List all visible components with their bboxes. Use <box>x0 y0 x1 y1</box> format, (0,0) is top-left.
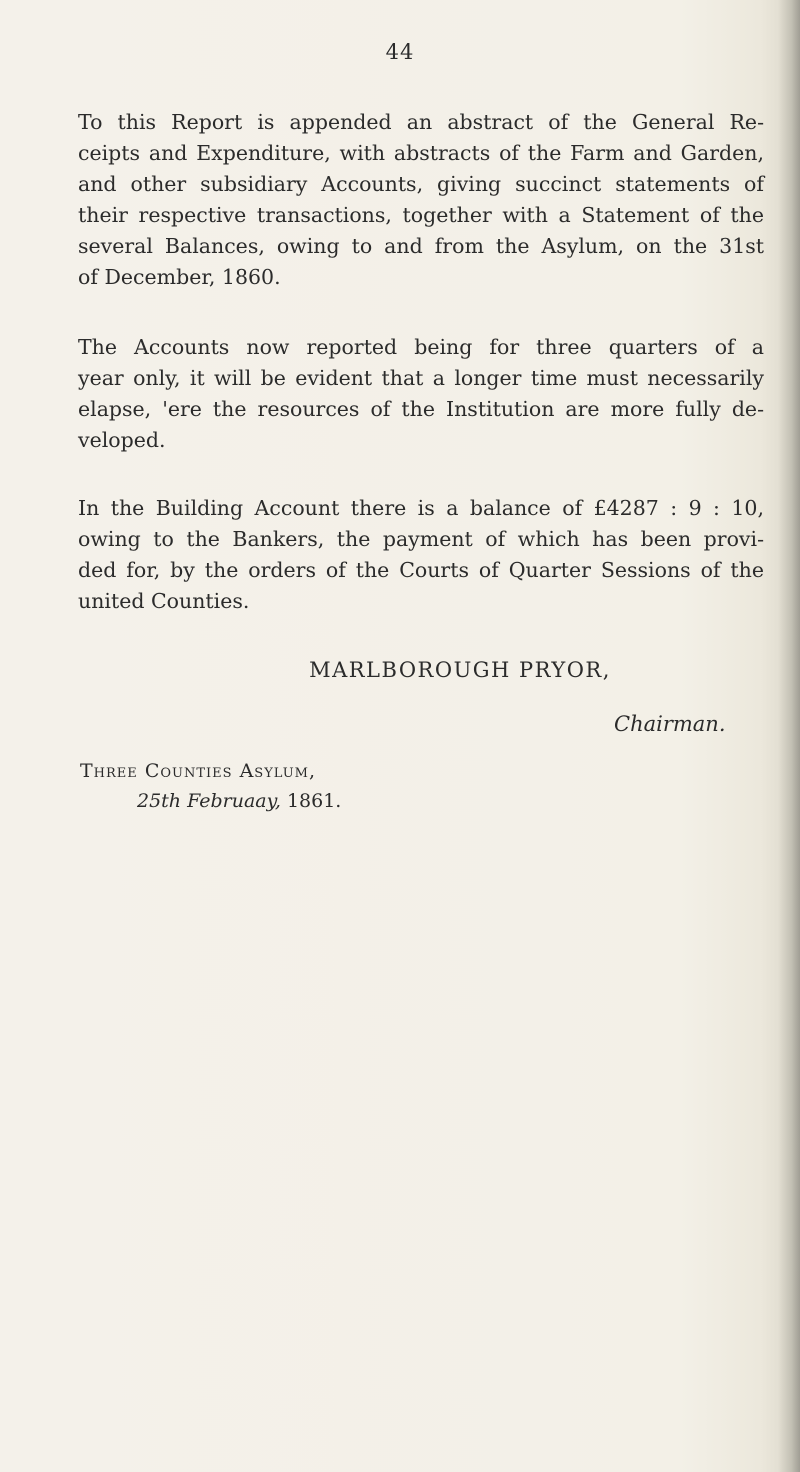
paragraph-accounts-period <box>78 332 764 456</box>
paragraph-line: their respective transactions, together with a Statement of the <box>78 203 764 227</box>
paragraph-line: several Balances, owing to and from the Asylum, on the 31st <box>78 234 764 258</box>
signature-name: MARLBOROUGH PRYOR, <box>309 658 611 682</box>
dateline-month: Februaay, <box>187 790 281 812</box>
dateline-place: Three Counties Asylum, <box>80 760 317 782</box>
paragraph-line: of December, 1860. <box>78 265 281 289</box>
paragraph-line: In the Building Account there is a balance of £4287 : 9 : 10, <box>78 496 764 520</box>
paragraph-line: The Accounts now reported being for three quarters of a <box>78 335 764 359</box>
signature-title: Chairman. <box>614 712 726 736</box>
paragraph-line: To this Report is appended an abstract of the General Re- <box>78 110 764 134</box>
paragraph-line: elapse, 'ere the resources of the Institution are more fully de- <box>78 397 764 421</box>
paragraph-line: and other subsidiary Accounts, giving succinct statements of <box>78 172 764 196</box>
paragraph-line: ceipts and Expenditure, with abstracts of the Farm and Garden, <box>78 141 764 165</box>
paragraph-building-account <box>78 493 764 617</box>
page-number: 44 <box>385 40 415 64</box>
paragraph-line: year only, it will be evident that a longer time must necessarily <box>78 366 764 390</box>
paragraph-line: veloped. <box>78 428 166 452</box>
dateline-year: 1861. <box>286 790 342 812</box>
dateline-date <box>137 790 341 812</box>
paragraph-line: owing to the Bankers, the payment of which has been provi- <box>78 527 764 551</box>
paragraph-line: united Counties. <box>78 589 250 613</box>
page-edge-shadow <box>778 0 800 1472</box>
dateline-day: 25th <box>137 790 182 812</box>
paragraph-report-abstract <box>78 107 764 293</box>
paragraph-line: ded for, by the orders of the Courts of Quarter Sessions of the <box>78 558 764 582</box>
